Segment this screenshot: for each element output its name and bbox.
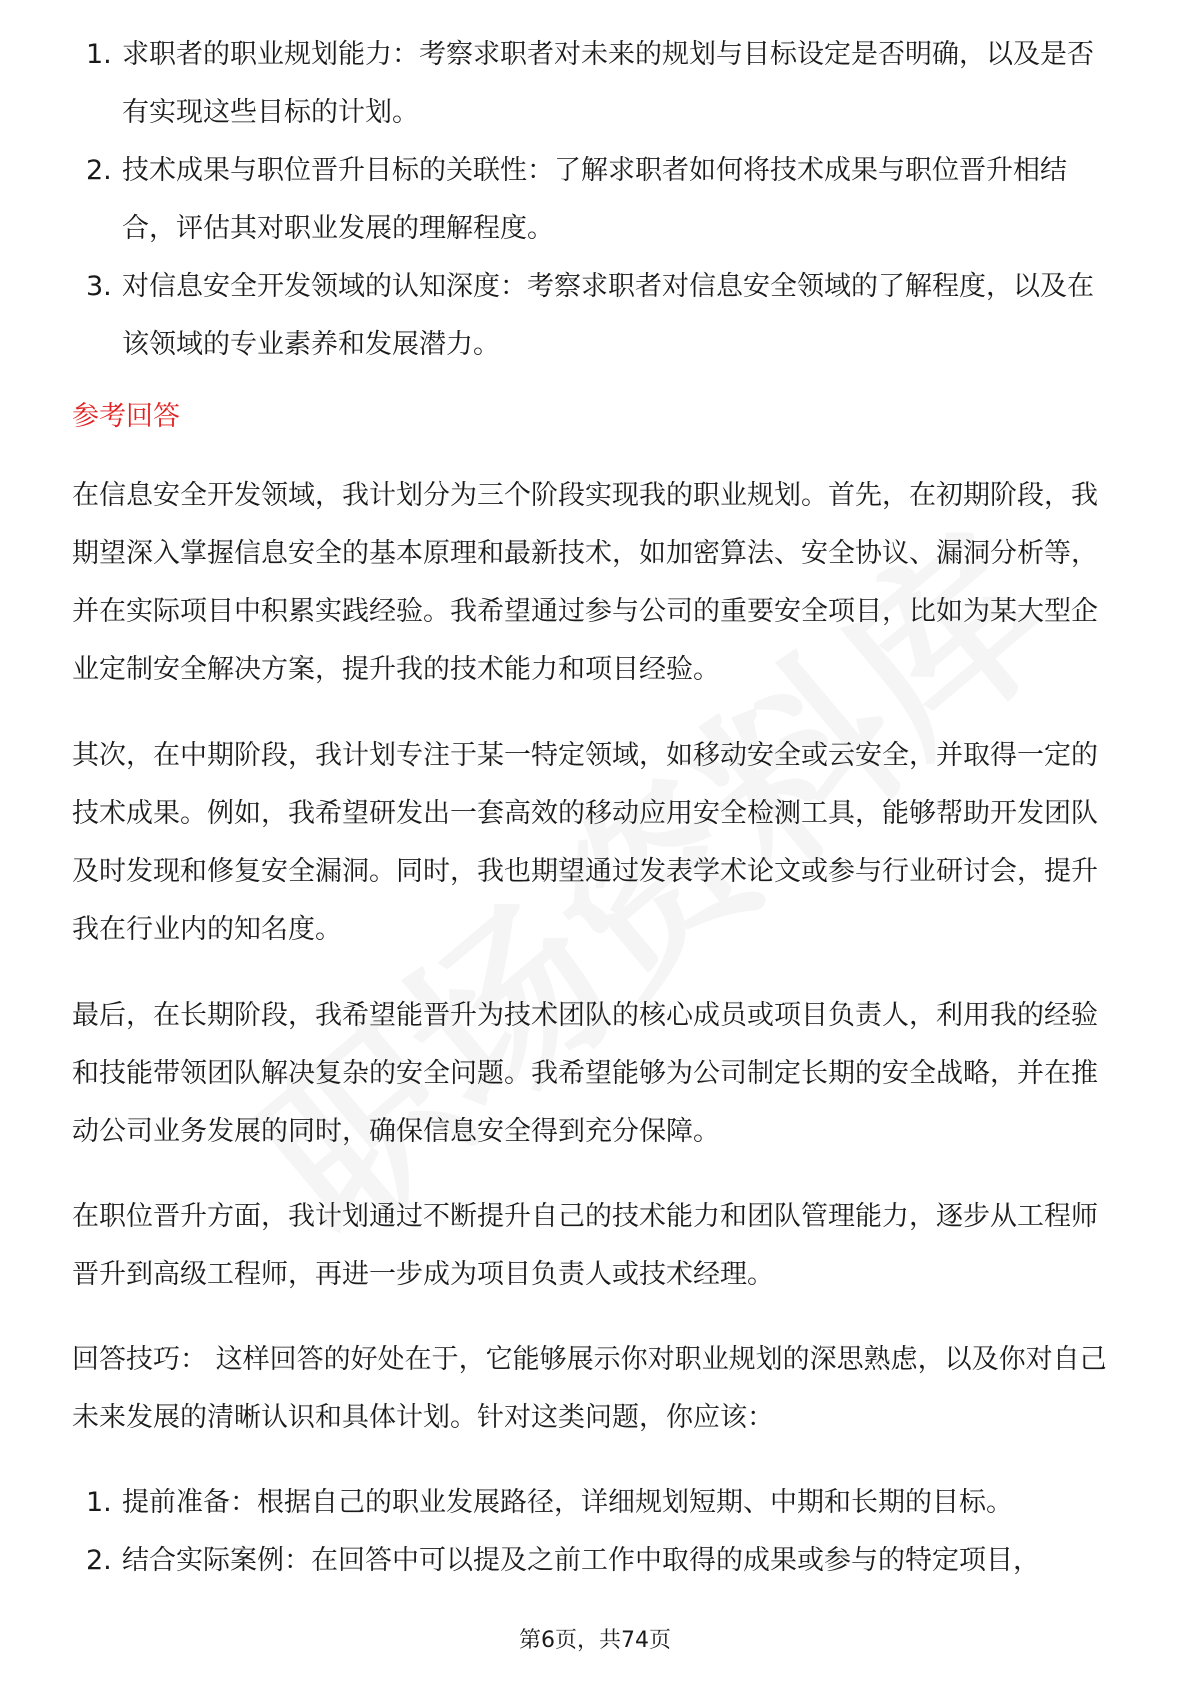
list-number: 2. bbox=[86, 1545, 112, 1576]
criteria-list bbox=[80, 26, 1120, 374]
list-text: 技术成果与职位晋升目标的关联性：了解求职者如何将技术成果与职位晋升相结合，评估其对职业发展的理解程度。 bbox=[122, 155, 1067, 244]
list-text: 提前准备：根据自己的职业发展路径，详细规划短期、中期和长期的目标。 bbox=[122, 1487, 1013, 1518]
list-number: 3. bbox=[86, 271, 112, 302]
list-item bbox=[80, 26, 1120, 142]
section-heading: 参考回答 bbox=[72, 401, 180, 432]
answer-paragraph: 在信息安全开发领域，我计划分为三个阶段实现我的职业规划。首先，在初期阶段，我期望深入掌握信息安全的基本原理和最新技术，如加密算法、安全协议、漏洞分析等，并在实际项目中积累实践经验。我希望通过参与公司的重要安全项目，比如为某大型企业定制安全解决方案，提升我的技术能力和项目经验。 bbox=[72, 480, 1098, 685]
list-item bbox=[80, 142, 1120, 258]
list-item bbox=[80, 1532, 1120, 1590]
list-text: 结合实际案例：在回答中可以提及之前工作中取得的成果或参与的特定项目， bbox=[122, 1545, 1040, 1576]
answer-paragraph: 在职位晋升方面，我计划通过不断提升自己的技术能力和团队管理能力，逐步从工程师晋升到高级工程师，再进一步成为项目负责人或技术经理。 bbox=[72, 1201, 1098, 1290]
page-number: 第6页，共74页 bbox=[519, 1628, 671, 1653]
answer-paragraph: 最后，在长期阶段，我希望能晋升为技术团队的核心成员或项目负责人，利用我的经验和技能带领团队解决复杂的安全问题。我希望能够为公司制定长期的安全战略，并在推动公司业务发展的同时，确保信息安全得到充分保障。 bbox=[72, 1000, 1098, 1147]
tips-intro: 回答技巧： 这样回答的好处在于，它能够展示你对职业规划的深思熟虑，以及你对自己未来发展的清晰认识和具体计划。针对这类问题，你应该： bbox=[72, 1344, 1107, 1433]
list-text: 对信息安全开发领域的认知深度：考察求职者对信息安全领域的了解程度，以及在该领域的专业素养和发展潜力。 bbox=[122, 271, 1094, 360]
answer-paragraph: 其次，在中期阶段，我计划专注于某一特定领域，如移动安全或云安全，并取得一定的技术成果。例如，我希望研发出一套高效的移动应用安全检测工具，能够帮助开发团队及时发现和修复安全漏洞。同时，我也期望通过发表学术论文或参与行业研讨会，提升我在行业内的知名度。 bbox=[72, 740, 1098, 945]
list-item bbox=[80, 258, 1120, 374]
tips-list bbox=[80, 1474, 1120, 1590]
list-number: 2. bbox=[86, 155, 112, 186]
list-item bbox=[80, 1474, 1120, 1532]
list-text: 求职者的职业规划能力：考察求职者对未来的规划与目标设定是否明确，以及是否有实现这些目标的计划。 bbox=[122, 39, 1094, 128]
list-number: 1. bbox=[86, 1487, 112, 1518]
list-number: 1. bbox=[86, 39, 112, 70]
